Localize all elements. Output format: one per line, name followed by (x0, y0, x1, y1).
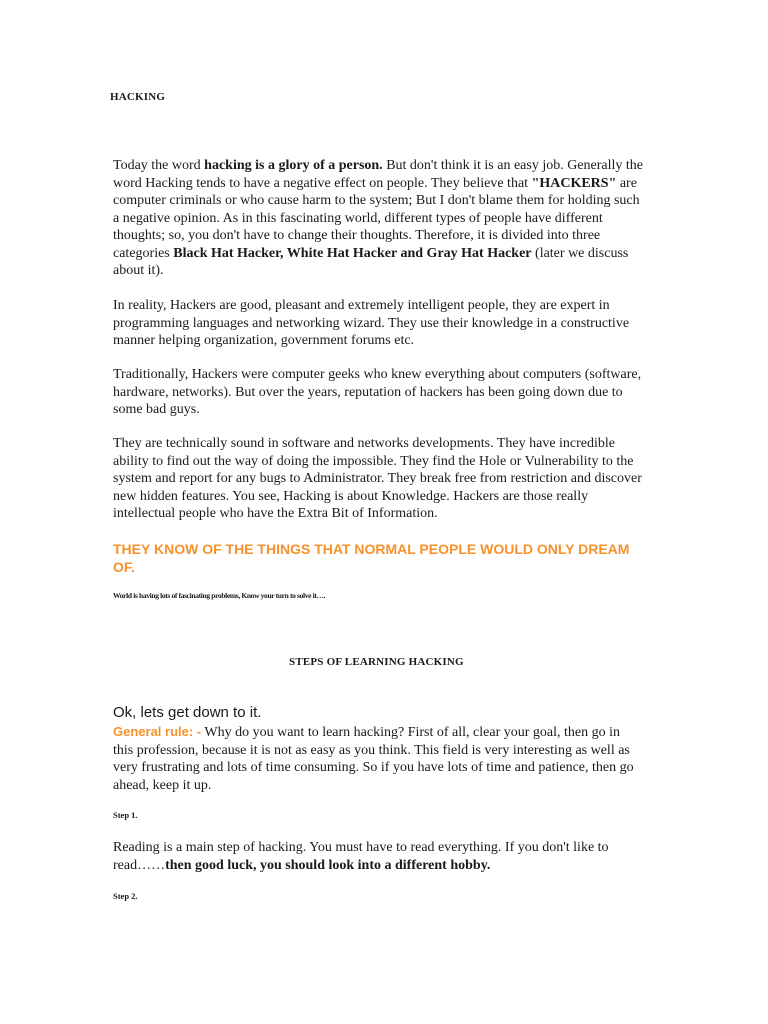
step-2-label: Step 2. (113, 891, 138, 901)
step1-bold: then good luck, you should look into a different hobby. (165, 857, 491, 873)
intro-line: Ok, lets get down to it. (113, 704, 262, 721)
para1-bold-1: hacking is a glory of a person. (204, 158, 383, 173)
tagline-fascinating-problems: World is having lots of fascinating problems, Know your turn to solve it…. (113, 591, 326, 600)
paragraph-technically: They are technically sound in software and networks developments. They have incredible ability to find out the way of doing the impossible. They find the Hole or Vulnerability to the system and report for any bugs to Administrator. They break free from restriction and discover new hidden features. You see, Hacking is about Knowledge. Hackers are those really intellectual people who have the Extra Bit of Information. (113, 436, 642, 521)
para1-text-1: Today the word (113, 158, 205, 173)
paragraph-general-rule (113, 723, 643, 794)
callout-dream: THEY KNOW OF THE THINGS THAT NORMAL PEOPLE WOULD ONLY DREAM OF. (113, 541, 630, 575)
heading-steps: STEPS OF LEARNING HACKING (289, 656, 464, 668)
paragraph-traditionally: Traditionally, Hackers were computer geeks who knew everything about computers (software, hardware, networks). But over the years, reputation of hackers has been going down due to some bad guys. (113, 367, 642, 417)
paragraph-reality: In reality, Hackers are good, pleasant and extremely intelligent people, they are expert in programming languages and networking wizard. They use their knowledge in a constructive manner helping organization, government forums etc. (113, 298, 630, 348)
step1-text: Reading is a main step of hacking. You must have to read everything. If you don't like to read…… (113, 840, 609, 873)
para1-text-2: But don't think it is an easy job. Generally the word Hacking tends to have a negative effect on people. They believe that (113, 158, 643, 191)
para1-bold-2: "HACKERS" (531, 175, 617, 191)
paragraph-intro (113, 157, 643, 280)
para1-text-4: (later we discuss about it). (113, 245, 629, 278)
para1-text-3: are computer criminals or who cause harm to the system; But I don't blame them for holding such a negative opinion. As in this fascinating world, different types of people have different thoughts; so, you don't have to change their thoughts. Therefore, it is divided into three categories (113, 175, 640, 261)
para1-bold-3: Black Hat Hacker, White Hat Hacker and Gray Hat Hacker (173, 245, 532, 261)
heading-hacking: HACKING (110, 91, 166, 103)
general-rule-label: General rule: - (113, 724, 202, 739)
paragraph-step-1 (113, 839, 643, 874)
general-rule-text: Why do you want to learn hacking? First of all, clear your goal, then go in this profession, because it is not as easy as you think. This field is very interesting as well as very frustrating and lots of time consuming. So if you have lots of time and patience, then go ahead, keep it up. (113, 725, 634, 793)
step-1-label: Step 1. (113, 810, 138, 820)
